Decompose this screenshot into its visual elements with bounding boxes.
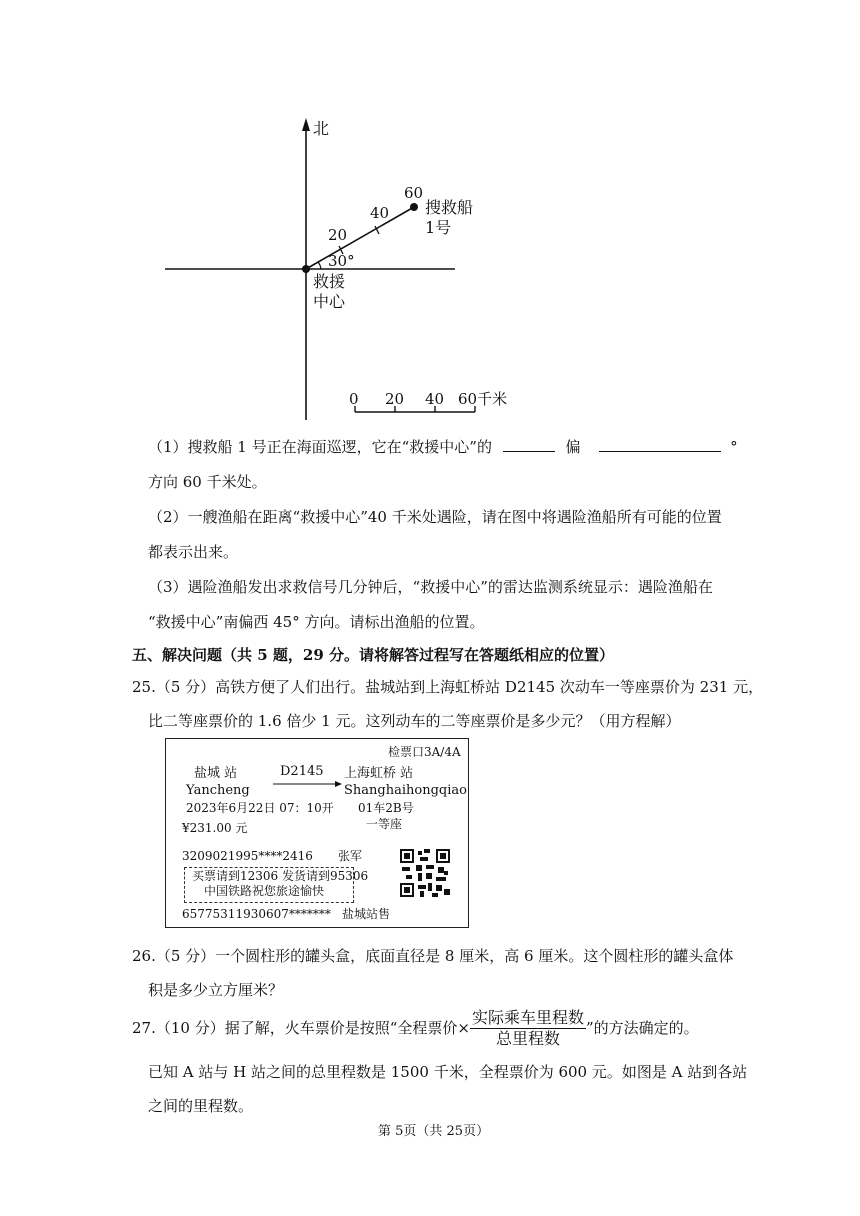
answer-blank-direction[interactable]: [503, 437, 555, 452]
q26-line2: 积是多少立方厘米？: [148, 981, 284, 999]
ticket-notice-2: 中国铁路祝您旅途愉快: [204, 884, 325, 898]
north-label: 北: [313, 119, 330, 138]
ship-label-line1: 搜救船: [425, 198, 474, 217]
ticket-notice-1: 买票请到12306 发货请到95306: [192, 869, 369, 883]
tick-label-40: 40: [370, 204, 390, 222]
ticket-seat-class: 一等座: [366, 817, 403, 831]
q24-part1-line1: （1）搜救船 1 号正在海面巡逻，它在“救援中心”的 偏 °: [148, 438, 738, 456]
section-heading: 五、解决问题（共 5 题，29 分。请将解答过程写在答题纸相应的位置）: [132, 646, 614, 664]
center-point: [302, 265, 310, 273]
ticket-datetime: 2023年6月22日 07：10开: [186, 801, 334, 815]
q24-part3-line2: “救援中心”南偏西 45° 方向。请标出渔船的位置。: [148, 613, 485, 631]
ticket-price: ¥231.00 元: [182, 821, 248, 835]
q26-line1: 26.（5 分）一个圆柱形的罐头盒，底面直径是 8 厘米，高 6 厘米。这个圆柱形的罐头盒体: [132, 947, 734, 965]
north-arrow: [302, 118, 310, 131]
q25-line2: 比二等座票价的 1.6 倍少 1 元。这列动车的二等座票价是多少元？（用方程解）: [148, 712, 681, 730]
angle-label: 30°: [328, 252, 355, 270]
tick-label-60: 60: [404, 184, 424, 202]
direction-diagram: [0, 0, 860, 430]
answer-blank-angle[interactable]: [599, 437, 721, 452]
ticket-arrow-icon: [272, 780, 344, 788]
q24-part2-line1: （2）一艘渔船在距离“救援中心”40 千米处遇险，请在图中将遇险渔船所有可能的位置: [148, 508, 722, 526]
scale-label-20: 20: [385, 390, 405, 408]
q24-part2-line2: 都表示出来。: [148, 543, 239, 561]
qr-code-icon: [400, 849, 450, 897]
scale-label-0: 0: [349, 390, 359, 408]
angle-arc: [318, 262, 321, 269]
ticket-gate: 检票口3A/4A: [388, 745, 461, 759]
ticket-seat: 01车2B号: [358, 801, 414, 815]
q27-line1: 27.（10 分）据了解，火车票价是按照“全程票价× $\frac{\text{实际乘车里程数}}{\text{总里程数}}$ ”的方法确定的。: [132, 1007, 699, 1048]
q27-line2: 已知 A 站与 H 站之间的总里程数是 1500 千米，全程票价为 600 元。如图是 A 站到各站: [148, 1063, 748, 1081]
q25-line1: 25.（5 分）高铁方便了人们出行。盐城站到上海虹桥站 D2145 次动车一等座票价为 231 元，: [132, 678, 764, 696]
ticket-serial: 65775311930607*******: [182, 907, 331, 921]
ship-label-line2: 1号: [425, 218, 452, 237]
ticket-from-cn: 盐城 站: [194, 766, 238, 781]
q24-part3-line1: （3）遇险渔船发出求救信号几分钟后，“救援中心”的雷达监测系统显示：遇险渔船在: [148, 578, 713, 596]
tick-label-20: 20: [328, 226, 348, 244]
ticket-to-cn: 上海虹桥 站: [344, 766, 414, 781]
ticket-from-en: Yancheng: [186, 783, 250, 798]
center-label-line2: 中心: [313, 292, 346, 311]
ticket-train-number: D2145: [280, 764, 324, 779]
fraction-numerator: 实际乘车里程数: [471, 1007, 584, 1027]
ticket-name: 张军: [338, 849, 363, 863]
page-footer: 第 5页（共 25页）: [378, 1124, 490, 1139]
fraction-denominator: 总里程数: [495, 1028, 560, 1048]
ticket-sold-at: 盐城站售: [342, 907, 391, 921]
ticket-id: 3209021995****2416: [182, 849, 313, 863]
scale-label-40: 40: [425, 390, 445, 408]
ticket-to-en: Shanghaihongqiao: [344, 783, 467, 798]
fare-fraction: [470, 1008, 586, 1049]
scale-label-60: 60千米: [458, 390, 508, 408]
q27-line3: 之间的里程数。: [148, 1097, 254, 1115]
q24-part1-line2: 方向 60 千米处。: [148, 473, 267, 491]
ship-point: [410, 203, 418, 211]
ship-direction-line: [306, 207, 414, 269]
train-ticket: [165, 738, 469, 928]
center-label-line1: 救援: [313, 272, 346, 291]
